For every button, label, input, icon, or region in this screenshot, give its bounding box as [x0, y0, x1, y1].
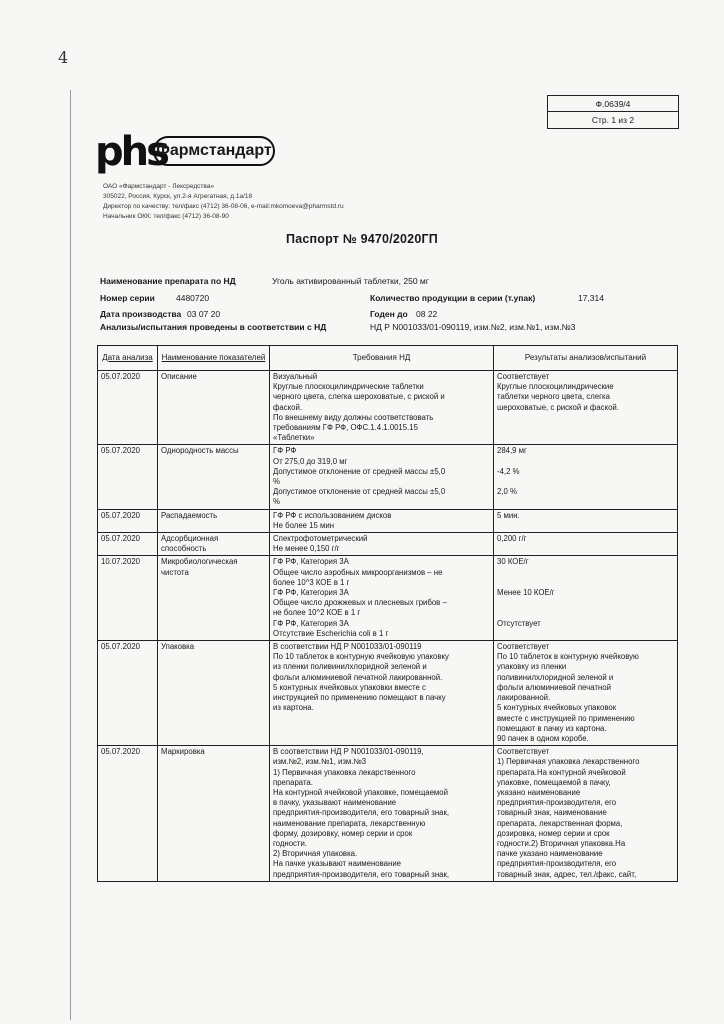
analysis-date: 05.07.2020: [101, 642, 141, 652]
result-line: предприятия-производителя, его: [497, 859, 617, 869]
requirement-line: из картона.: [273, 703, 314, 713]
analysis-date: 05.07.2020: [101, 747, 141, 757]
requirement-line: Спектрофотометрический: [273, 534, 368, 544]
result-line: поливинилхлоридной зеленой и: [497, 672, 614, 682]
result-line: [497, 477, 674, 487]
requirement-line: препарата.: [273, 777, 313, 787]
production-date-label: Дата производства: [100, 309, 182, 319]
requirement-line: фаской.: [273, 402, 303, 412]
analysis-date-cell: [98, 556, 158, 641]
col-header-results: Результаты анализов/испытаний: [494, 346, 678, 371]
indicator-name-line: способность: [161, 544, 207, 554]
requirement-cell: [270, 556, 494, 641]
requirement-line: форму, дозировку, номер серии и срок: [273, 828, 413, 838]
result-line: 284,9 мг: [497, 446, 527, 456]
result-line: [497, 578, 674, 588]
result-line: годности.2) Вторичная упаковка.На: [497, 838, 626, 848]
result-line: Соответствует: [497, 747, 550, 757]
result-line: [497, 629, 674, 639]
result-line: вместе с инструкцией по применению: [497, 713, 635, 723]
analysis-date: 05.07.2020: [101, 534, 141, 544]
result-line: -4,2 %: [497, 466, 520, 476]
production-date-value: 03 07 20: [187, 309, 221, 319]
company-name: ОАО «Фармстандарт - Лексредства»: [103, 183, 214, 190]
company-logo: [95, 126, 280, 178]
result-line: 90 пачек в одном коробе.: [497, 733, 589, 743]
requirement-line: На пачке указывают наименование: [273, 859, 402, 869]
indicator-name-cell: [158, 641, 270, 746]
results-table-body: [98, 371, 678, 882]
quantity-value: 17,314: [578, 293, 604, 303]
requirement-line: От 275,0 до 319,0 мг: [273, 456, 348, 466]
table-row: [98, 641, 678, 746]
indicator-name-line: Описание: [161, 372, 197, 381]
series-value: 4480720: [176, 293, 210, 303]
requirement-line: ГФ РФ с использованием дисков: [273, 510, 392, 520]
requirement-line: годности.: [273, 838, 308, 848]
result-line: [497, 497, 674, 507]
analysis-date-cell: [98, 371, 158, 445]
analysis-value: НД Р N001033/01-090119, изм.№2, изм.№1, изм.№3: [370, 322, 576, 332]
series-label: Номер серии: [100, 293, 155, 303]
requirement-line: ГФ РФ: [273, 446, 297, 456]
requirement-line: ГФ РФ, Категория 3А: [273, 557, 349, 567]
indicator-name-cell: [158, 509, 270, 532]
col-header-indicator: Наименование показателей: [158, 346, 270, 371]
table-row: [98, 556, 678, 641]
result-line: товарный знак, адрес, тел./факс, сайт,: [497, 869, 637, 879]
requirement-line: требованиям ГФ РФ, ОФС.1.4.1.0015.15: [273, 423, 418, 433]
result-line: лакированной.: [497, 693, 551, 703]
result-line: помещают в пачку из картона.: [497, 723, 607, 733]
result-line: товарный знак, наименование: [497, 808, 607, 818]
result-cell: [494, 746, 678, 882]
analysis-date: 05.07.2020: [101, 372, 141, 381]
indicator-name-cell: [158, 746, 270, 882]
analysis-date-cell: [98, 533, 158, 556]
indicator-name-line: Распадаемость: [161, 510, 218, 520]
requirement-line: ГФ РФ, Категория 3А: [273, 618, 349, 628]
table-row: [98, 509, 678, 532]
result-cell: [494, 445, 678, 509]
requirement-line: Не более 15 мин: [273, 520, 335, 530]
company-okk-contact: Начальник ОКК: тел/факс (4712) 36-08-90: [103, 213, 229, 220]
result-line: 2,0 %: [497, 487, 517, 497]
col-header-requirements: Требования НД: [270, 346, 494, 371]
result-line: пачке указано наименование: [497, 849, 603, 859]
handwritten-page-number: 4: [58, 48, 69, 67]
result-line: [497, 568, 674, 578]
requirement-line: %: [273, 477, 280, 487]
indicator-name-cell: [158, 371, 270, 445]
requirement-line: 5 контурных ячейковых упаковки вместе с: [273, 682, 426, 692]
requirement-cell: [270, 746, 494, 882]
table-row: [98, 533, 678, 556]
expiry-value: 08 22: [416, 309, 438, 319]
product-value: Уголь активированный таблетки, 250 мг: [272, 276, 429, 286]
result-line: упаковку из пленки: [497, 662, 567, 672]
result-cell: [494, 556, 678, 641]
page-counter: Стр. 1 из 2: [591, 115, 635, 125]
analysis-date: 05.07.2020: [101, 510, 141, 520]
requirement-cell: [270, 641, 494, 746]
indicator-name-line: Микробиологическая: [161, 557, 238, 567]
requirement-line: в пачку, указывают наименование: [273, 798, 397, 808]
requirement-cell: [270, 533, 494, 556]
requirement-line: Визуальный: [273, 372, 318, 381]
logo-mark: phs: [95, 129, 167, 175]
company-director-contact: Директор по качеству: тел/факс (4712) 36-08-06, e-mail:mkomoeva@pharmstd.ru: [103, 203, 344, 210]
result-line: По 10 таблеток в контурную ячейковую: [497, 652, 639, 662]
requirement-cell: [270, 371, 494, 445]
result-line: таблетки черного цвета, слегка: [497, 392, 610, 402]
requirement-line: не более 10^2 КОЕ в 1 г: [273, 608, 361, 618]
result-line: препарата.На контурной ячейковой: [497, 767, 626, 777]
expiry-label: Годен до: [370, 309, 408, 319]
requirement-cell: [270, 509, 494, 532]
passport-title: Паспорт № 9470/2020ГП: [286, 232, 438, 246]
result-line: 30 КОЕ/г: [497, 557, 529, 567]
scan-edge-line: [70, 90, 71, 1020]
analysis-date: 05.07.2020: [101, 446, 141, 456]
indicator-name-cell: [158, 445, 270, 509]
requirement-line: 2) Вторичная упаковка.: [273, 849, 358, 859]
requirement-line: В соответствии НД Р N001033/01-090119: [273, 642, 422, 652]
requirement-line: фольги алюминиевой печатной лакированной.: [273, 672, 443, 682]
table-row: [98, 371, 678, 445]
result-line: Круглые плоскоцилиндрические: [497, 382, 614, 392]
col-header-date: Дата анализа: [98, 346, 158, 371]
result-line: 1) Первичная упаковка лекарственного: [497, 757, 640, 767]
result-line: [497, 598, 674, 608]
indicator-name-line: Адсорбционная: [161, 534, 219, 544]
analysis-label: Анализы/испытания проведены в соответствии с НД: [100, 322, 327, 332]
result-line: фольги алюминиевой печатной: [497, 682, 611, 692]
requirement-line: наименование препарата, лекарственную: [273, 818, 426, 828]
result-line: предприятия-производителя, его: [497, 798, 617, 808]
requirement-line: из пленки поливинилхлоридной зеленой и: [273, 662, 427, 672]
requirement-line: ГФ РФ, Категория 3А: [273, 588, 349, 598]
result-line: [497, 608, 674, 618]
logo-name: Фармстандарт: [153, 136, 275, 166]
result-line: препарата, лекарственная форма,: [497, 818, 623, 828]
requirement-line: %: [273, 497, 280, 507]
result-line: шероховатые, с риской и фаской.: [497, 402, 619, 412]
result-cell: [494, 371, 678, 445]
indicator-name-cell: [158, 533, 270, 556]
requirement-cell: [270, 445, 494, 509]
indicator-name-line: Упаковка: [161, 642, 195, 652]
product-label: Наименование препарата по НД: [100, 276, 236, 286]
table-row: [98, 445, 678, 509]
result-line: дозировка, номер серии и срок: [497, 828, 610, 838]
indicator-name-line: Маркировка: [161, 747, 205, 757]
requirement-line: черного цвета, слегка шероховатые, с риской и: [273, 392, 445, 402]
indicator-name-line: чистота: [161, 567, 189, 577]
result-line: Менее 10 КОЕ/г: [497, 588, 555, 598]
requirement-line: В соответствии НД Р N001033/01-090119,: [273, 747, 424, 757]
requirement-line: 1) Первичная упаковка лекарственного: [273, 767, 416, 777]
result-cell: [494, 533, 678, 556]
requirement-line: По 10 таблеток в контурную ячейковую упаковку: [273, 652, 449, 662]
requirement-line: «Таблетки»: [273, 433, 315, 443]
requirement-line: На контурной ячейковой упаковке, помещаемой: [273, 787, 448, 797]
result-line: 5 контурных ячейковых упаковок: [497, 703, 617, 713]
analysis-date-cell: [98, 641, 158, 746]
result-line: Соответствует: [497, 642, 550, 652]
form-code-box: [547, 95, 679, 129]
results-table: [97, 345, 678, 882]
result-line: Отсутствует: [497, 618, 541, 628]
analysis-date: 10.07.2020: [101, 557, 141, 567]
form-code: Ф.0639/4: [548, 96, 678, 112]
requirement-line: предприятия-производителя, его товарный знак,: [273, 869, 450, 879]
requirement-line: Отсутствие Escherichia coli в 1 г: [273, 628, 389, 638]
requirement-line: инструкцией по применению помещают в пачку: [273, 693, 446, 703]
analysis-date-cell: [98, 746, 158, 882]
requirement-line: Общее число дрожжевых и плесневых грибов –: [273, 598, 447, 608]
result-line: 0,200 г/г: [497, 534, 527, 544]
requirement-line: Допустимое отклонение от средней массы ±5,0: [273, 487, 446, 497]
result-line: упаковке, помещаемой в пачку,: [497, 777, 611, 787]
table-row: [98, 746, 678, 882]
result-cell: [494, 509, 678, 532]
requirement-line: Не менее 0,150 г/г: [273, 544, 340, 554]
requirement-line: По внешнему виду должны соответствовать: [273, 412, 434, 422]
requirement-line: более 10^3 КОЕ в 1 г: [273, 577, 350, 587]
company-address: 305022, Россия, Курск, ул.2-я Агрегатная, д.1а/18: [103, 193, 253, 200]
requirement-line: изм.№2, изм.№1, изм.№3: [273, 757, 367, 767]
result-line: [497, 457, 674, 467]
indicator-name-line: Однородность массы: [161, 446, 239, 456]
result-line: 5 мин.: [497, 510, 520, 520]
quantity-label: Количество продукции в серии (т.упак): [370, 293, 536, 303]
requirement-line: Общее число аэробных микроорганизмов – не: [273, 567, 443, 577]
analysis-date-cell: [98, 445, 158, 509]
indicator-name-cell: [158, 556, 270, 641]
requirement-line: предприятия-производителя, его товарный знак,: [273, 808, 450, 818]
company-details: [103, 182, 344, 222]
table-header-row: [98, 346, 678, 371]
result-line: Соответствует: [497, 372, 550, 381]
requirement-line: Допустимое отклонение от средней массы ±5,0: [273, 466, 446, 476]
requirement-line: Круглые плоскоцилиндрические таблетки: [273, 382, 424, 392]
analysis-date-cell: [98, 509, 158, 532]
result-cell: [494, 641, 678, 746]
result-line: указано наименование: [497, 787, 581, 797]
